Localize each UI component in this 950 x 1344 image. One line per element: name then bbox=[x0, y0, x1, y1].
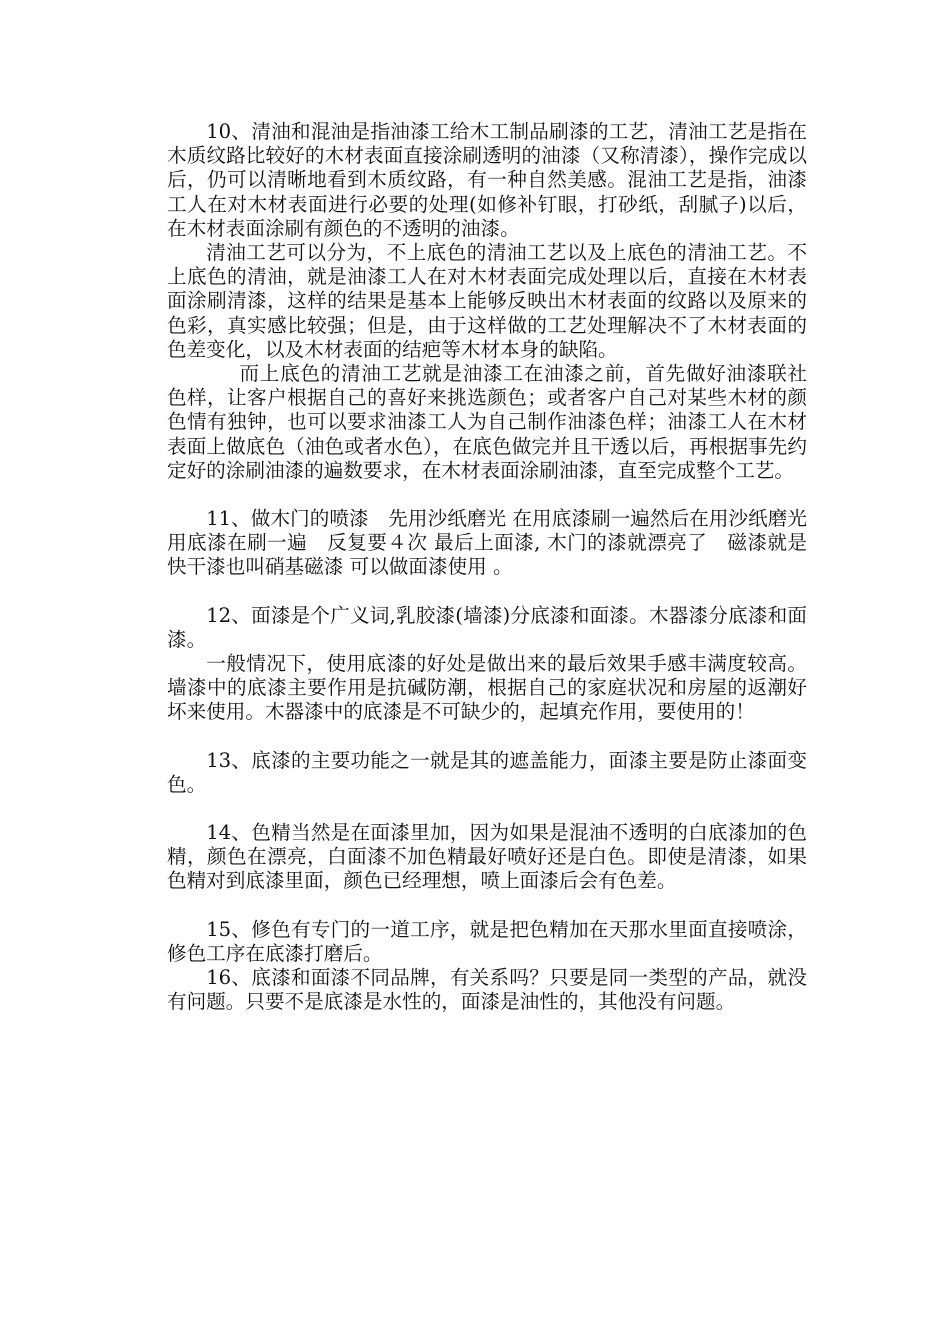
paragraph-16-brand-compatibility: 16、底漆和面漆不同品牌，有关系吗？只要是同一类型的产品，就没有问题。只要不是底漆是水性的，面漆是油性的，其他没有问题。 bbox=[167, 966, 807, 1014]
paragraph-10-clear-oil-types: 清油工艺可以分为，不上底色的清油工艺以及上底色的清油工艺。不上底色的清油，就是油漆工人在对木材表面完成处理以后，直接在木材表面涂刷清漆，这样的结果是基本上能够反映出木材表面的纹路以及原来的色彩，真实感比较强；但是，由于这样做的工艺处理解决不了木材表面的色差变化，以及木材表面的结疤等木材本身的缺陷。 bbox=[167, 241, 807, 361]
paragraph-15-color-correction: 15、修色有专门的一道工序，就是把色精加在天那水里面直接喷涂，修色工序在底漆打磨后。 bbox=[167, 917, 807, 965]
paragraph-12-topcoat-definition: 12、面漆是个广义词,乳胶漆(墙漆)分底漆和面漆。木器漆分底漆和面漆。 bbox=[167, 603, 807, 651]
paragraph-14-color-essence: 14、色精当然是在面漆里加，因为如果是混油不透明的白底漆加的色精，颜色在漂亮，白面漆不加色精最好喷好还是白色。即使是清漆，如果色精对到底漆里面，颜色已经理想，喷上面漆后会有色差。 bbox=[167, 821, 807, 893]
paragraph-10-base-color-process: 而上底色的清油工艺就是油漆工在油漆之前，首先做好油漆联社色样，让客户根据自己的喜好来挑选颜色；或者客户自己对某些木材的颜色情有独钟，也可以要求油漆工人为自己制作油漆色样；油漆工人在木材表面上做底色（油色或者水色），在底色做完并且干透以后，再根据事先约定好的涂刷油漆的遍数要求，在木材表面涂刷油漆，直至完成整个工艺。 bbox=[167, 362, 807, 482]
paragraph-10-clear-vs-mixed-oil: 10、清油和混油是指油漆工给木工制品刷漆的工艺，清油工艺是指在木质纹路比较好的木材表面直接涂刷透明的油漆（又称清漆），操作完成以后，仍可以清晰地看到木质纹路，有一种自然美感。混油工艺是指，油漆工人在对木材表面进行必要的处理(如修补钉眼，打砂纸，刮腻子)以后，在木材表面涂刷有颜色的不透明的油漆。 bbox=[167, 120, 807, 240]
paragraph-11-wood-door-spray: 11、做木门的喷漆 先用沙纸磨光 在用底漆刷一遍然后在用沙纸磨光用底漆在刷一遍 反复要４次 最后上面漆, 木门的漆就漂亮了 磁漆就是快干漆也叫硝基磁漆 可以做面漆使用 。 bbox=[167, 507, 807, 579]
document-page bbox=[167, 120, 807, 1015]
paragraph-13-primer-function: 13、底漆的主要功能之一就是其的遮盖能力，面漆主要是防止漆面变色。 bbox=[167, 748, 807, 796]
paragraph-12-primer-benefits: 一般情况下，使用底漆的好处是做出来的最后效果手感丰满度较高。墙漆中的底漆主要作用是抗碱防潮，根据自己的家庭状况和房屋的返潮好坏来使用。木器漆中的底漆是不可缺少的，起填充作用，要使用的！ bbox=[167, 652, 807, 724]
